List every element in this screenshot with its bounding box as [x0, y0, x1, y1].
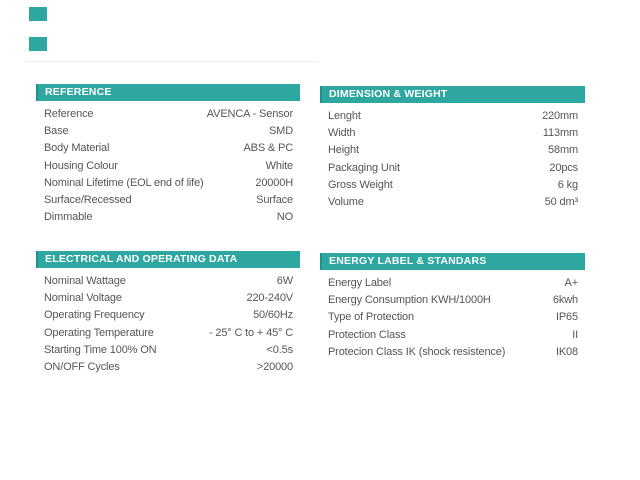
- spec-value: 220-240V: [246, 292, 293, 305]
- spec-value: 6W: [276, 275, 293, 287]
- spec-rows-dimension-weight: [320, 103, 585, 213]
- spec-value: 20000H: [255, 176, 293, 189]
- spec-value: White: [265, 159, 293, 172]
- spec-value: 6kwh: [552, 294, 578, 307]
- spec-label: Body Material: [44, 142, 110, 155]
- spec-value: AVENCA - Sensor: [206, 108, 293, 120]
- spec-row: [320, 144, 585, 161]
- spec-row: [320, 110, 585, 127]
- spec-row: [36, 177, 300, 194]
- section-title-energy-label-standards: ENERGY LABEL & STANDARS: [320, 253, 585, 270]
- spec-row: [320, 311, 585, 328]
- spec-row: [36, 309, 300, 326]
- spec-value: 20pcs: [549, 161, 578, 174]
- brand-teal-square-icon: [29, 7, 47, 21]
- spec-row: [320, 127, 585, 144]
- section-dimension-weight: [320, 86, 585, 213]
- spec-row: [36, 211, 300, 228]
- spec-value: 220mm: [542, 110, 578, 122]
- section-energy-label-standards: [320, 253, 585, 363]
- spec-value: SMD: [269, 125, 293, 138]
- spec-value: >20000: [256, 360, 293, 373]
- spec-label: Type of Protection: [328, 311, 414, 324]
- spec-label: Protection Class: [328, 328, 406, 341]
- spec-label: Dimmable: [44, 211, 93, 224]
- spec-label: Energy Label: [328, 277, 392, 289]
- spec-label: Volume: [328, 195, 364, 208]
- spec-label: Nominal Lifetime (EOL end of life): [44, 176, 204, 189]
- section-reference: [36, 84, 300, 228]
- spec-label: Housing Colour: [44, 159, 118, 172]
- spec-value: 113mm: [542, 127, 578, 140]
- brand-teal-square-icon: [29, 37, 47, 51]
- spec-rows-reference: [36, 101, 300, 228]
- section-title-reference: REFERENCE: [36, 84, 300, 101]
- spec-label: Width: [328, 127, 356, 140]
- spec-rows-energy-label-standards: [320, 270, 585, 363]
- spec-label: Height: [328, 144, 359, 157]
- spec-label: Packaging Unit: [328, 161, 400, 174]
- spec-label: Gross Weight: [328, 178, 393, 191]
- spec-row: [320, 162, 585, 179]
- section-title-dimension-weight: DIMENSION & WEIGHT: [320, 86, 585, 103]
- spec-value: 6 kg: [557, 178, 578, 191]
- spec-row: [320, 179, 585, 196]
- spec-value: IP65: [555, 311, 578, 324]
- section-electrical-operating-data: [36, 251, 300, 378]
- spec-label: ON/OFF Cycles: [44, 360, 120, 373]
- spec-label: Protecion Class IK (shock resistence): [328, 345, 506, 358]
- spec-value: <0.5s: [266, 343, 293, 356]
- spec-label: Reference: [44, 108, 94, 120]
- spec-label: Surface/Recessed: [44, 193, 132, 206]
- spec-row: [320, 346, 585, 363]
- spec-row: [320, 277, 585, 294]
- spec-value: NO: [276, 211, 293, 224]
- spec-value: 50/60Hz: [253, 309, 293, 322]
- spec-row: [320, 196, 585, 213]
- spec-row: [36, 142, 300, 159]
- spec-value: II: [572, 328, 578, 341]
- spec-row: [36, 361, 300, 378]
- spec-row: [36, 125, 300, 142]
- spec-value: IK08: [555, 345, 578, 358]
- spec-label: Nominal Wattage: [44, 275, 126, 287]
- spec-label: Nominal Voltage: [44, 292, 122, 305]
- spec-value: Surface: [256, 193, 293, 206]
- spec-row: [36, 292, 300, 309]
- spec-row: [36, 108, 300, 125]
- top-divider-line: [25, 61, 318, 62]
- spec-value: ABS & PC: [243, 142, 293, 155]
- spec-row: [36, 194, 300, 211]
- spec-value: 58mm: [548, 144, 578, 157]
- spec-value: A+: [564, 277, 578, 289]
- spec-row: [36, 344, 300, 361]
- section-title-electrical-operating-data: ELECTRICAL AND OPERATING DATA: [36, 251, 300, 268]
- spec-row: [320, 329, 585, 346]
- spec-label: Operating Temperature: [44, 326, 154, 339]
- spec-value: 50 dm³: [544, 195, 578, 208]
- spec-rows-electrical-operating-data: [36, 268, 300, 378]
- spec-label: Starting Time 100% ON: [44, 343, 157, 356]
- spec-label: Lenght: [328, 110, 361, 122]
- spec-label: Operating Frequency: [44, 309, 145, 322]
- spec-row: [36, 160, 300, 177]
- spec-label: Energy Consumption KWH/1000H: [328, 294, 491, 307]
- spec-label: Base: [44, 125, 69, 138]
- spec-value: - 25° C to + 45° C: [208, 326, 293, 339]
- spec-row: [36, 327, 300, 344]
- spec-row: [36, 275, 300, 292]
- spec-row: [320, 294, 585, 311]
